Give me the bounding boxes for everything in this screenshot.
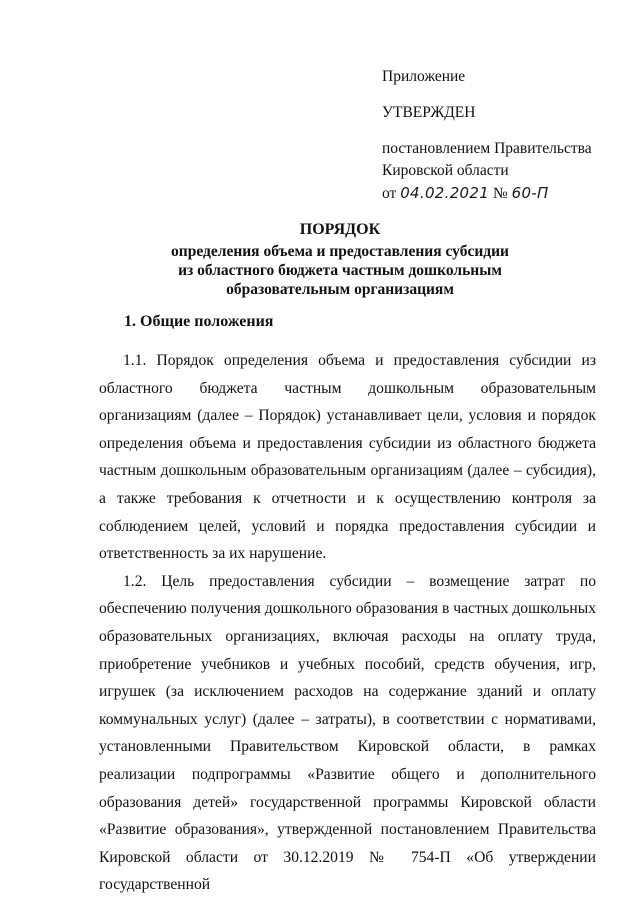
title-line-3: образовательным организациям <box>226 281 454 298</box>
title-line-1: определения объема и предоставления субсидии <box>171 243 509 260</box>
document-body <box>99 347 596 899</box>
approved-label: УТВЕРЖДЕН <box>382 104 476 121</box>
approved-by-line1: постановлением Правительства <box>382 140 592 157</box>
date-prefix: от <box>382 185 397 202</box>
appendix-label: Приложение <box>382 68 466 85</box>
paragraph-1-2: 1.2. Цель предоставления субсидии – возмещение затрат по обеспечению получения дошкольного образования в частных дошкольных образовательных организациях, включая расходы на оплату труда, приобретение учебников и учебных пособий, средств обучения, игр, игрушек (за исключением расходов на содержание зданий и оплату коммунальных услуг) (далее – затраты), в соответствии с нормативами, установленными Правительством Кировской области, в рамках реализации подпрограммы «Развитие общего и дополнительного образования детей» государственной программы Кировской области «Развитие образования», утвержденной постановлением Правительства Кировской области от 30.12.2019 № 754-П «Об утверждении государственной <box>99 572 596 894</box>
title-line-2: из областного бюджета частным дошкольным <box>178 262 502 279</box>
approved-by-line2: Кировской области <box>382 162 509 179</box>
approval-block <box>382 66 622 205</box>
document-title <box>100 220 580 299</box>
handwritten-date: 04.02.2021 <box>400 184 490 202</box>
number-sign: № <box>492 185 508 202</box>
handwritten-number: 60-П <box>511 184 549 202</box>
approval-date-line <box>382 182 622 205</box>
title-main: ПОРЯДОК <box>299 221 381 238</box>
paragraph-1-1: 1.1. Порядок определения объема и предоставления субсидии из областного бюджета частным дошкольным образовательным организациям (далее – Порядок) устанавливает цели, условия и порядок определения объема и предоставления субсидии из областного бюджета частным дошкольным образовательным организациям (далее – субсидия), а также требования к отчетности и к осуществлению контроля за соблюдением целей, условий и порядка предоставления субсидии и ответственность за их нарушение. <box>99 352 596 563</box>
section-heading: 1. Общие положения <box>124 313 274 330</box>
